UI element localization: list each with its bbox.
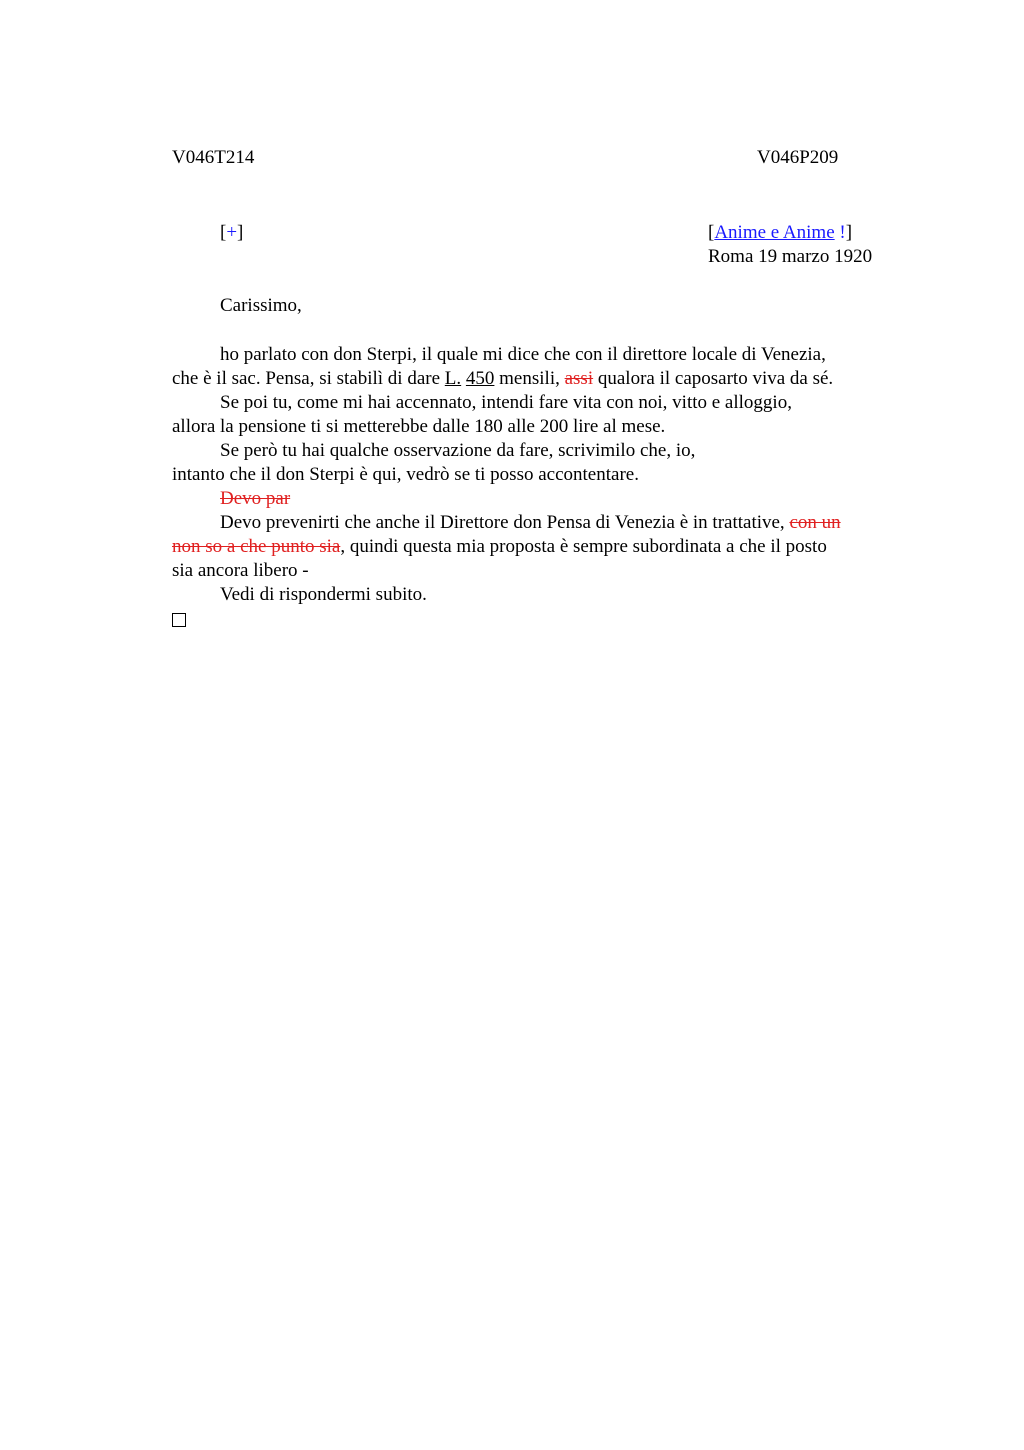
- paragraph-4-line-2: [172, 535, 907, 559]
- paragraph-4-line-3: sia ancora libero -: [172, 560, 309, 581]
- paragraph-1-line-1: ho parlato con don Sterpi, il quale mi dice che con il direttore locale di Venezia,: [220, 344, 826, 365]
- checkbox-square-icon: [172, 613, 186, 627]
- struck-text: Devo par: [220, 488, 291, 509]
- paragraph-2-line-1: Se poi tu, come mi hai accennato, intendi fare vita con noi, vitto e alloggio,: [220, 392, 792, 413]
- text-span: mensili,: [494, 368, 565, 389]
- struck-text: con un: [789, 512, 841, 533]
- text-span: qualora il caposarto viva da sé.: [593, 368, 834, 389]
- letter-salutation: Carissimo,: [220, 295, 302, 316]
- struck-text: non so a che punto sia: [172, 536, 341, 557]
- plus-link[interactable]: +: [226, 222, 238, 243]
- text-span: che è il sac. Pensa, si stabilì di dare: [172, 368, 445, 389]
- source-link[interactable]: Anime e Anime: [714, 222, 835, 243]
- bracket-close: ]: [845, 222, 853, 243]
- paragraph-5: Vedi di rispondermi subito.: [220, 584, 427, 605]
- paragraph-4-line-1: [172, 511, 907, 535]
- struck-line: [172, 487, 907, 511]
- end-marker: [172, 607, 907, 634]
- document-code-left: V046T214: [172, 147, 255, 168]
- text-span: Devo prevenirti che anche il Direttore don Pensa di Venezia è in trattative,: [220, 512, 790, 533]
- source-reference: [708, 221, 852, 245]
- letter-body: [172, 343, 907, 634]
- paragraph-1-line-2: [172, 367, 907, 391]
- amount: 450: [465, 368, 495, 389]
- bracket-close: ]: [237, 222, 244, 243]
- paragraph-2-line-2: allora la pensione ti si metterebbe dalle 180 alle 200 lire al mese.: [172, 416, 666, 437]
- letter-date: Roma 19 marzo 1920: [708, 246, 873, 267]
- bracket-open: [: [708, 222, 715, 243]
- currency-abbrev: L.: [444, 368, 462, 389]
- paragraph-3-line-2: intanto che il don Sterpi è qui, vedrò se ti posso accontentare.: [172, 464, 639, 485]
- paragraph-3-line-1: Se però tu hai qualche osservazione da fare, scrivimilo che, io,: [220, 440, 696, 461]
- struck-word: assi: [564, 368, 594, 389]
- bracket-open: [: [220, 222, 227, 243]
- source-link-suffix[interactable]: !: [839, 222, 846, 243]
- text-span: , quindi questa mia proposta è sempre subordinata a che il posto: [340, 536, 827, 557]
- expand-reference[interactable]: [220, 221, 243, 245]
- document-code-right: V046P209: [757, 147, 839, 168]
